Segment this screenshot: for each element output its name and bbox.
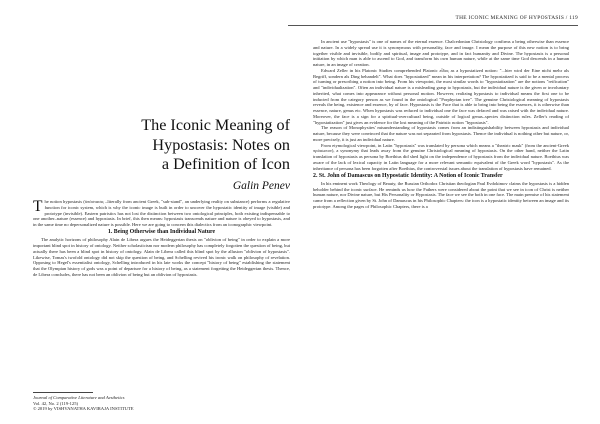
title-line: Hypostasis: Notes on: [152, 135, 290, 154]
running-head: [288, 16, 578, 26]
intro-paragraph: [33, 199, 290, 228]
section-heading-2: 2. St. John of Damascus on Hypostatic Identity: A Notion of Iconic Transfer: [313, 172, 503, 179]
running-head-text: THE ICONIC MEANING OF HYPOSTASIS / 119: [455, 15, 578, 21]
body-paragraph: The reason of Monophysites' misunderstanding of hypostasis comes from an indistinguishability between hypostasis and individual nature, because they were convinced that the nature was not separated from hypostasis. Thence the individual is nothing other but nature, or, more precisely, it is just an individual nature.: [313, 125, 569, 142]
running-head-rule: [288, 25, 578, 26]
journal-volume: Vol. 42, No. 2 (119-125): [33, 400, 79, 406]
body-paragraph: Edward Zeller in his Platonic Studies comprehended Platonic εἶδος as a hypostatized notion: "...hier wird der Eine nicht mehr als Begriff, sondern als Ding behandelt". What does "hypostatized" mean in his interpretation? The hypostatized is said to be a mental process of turning or prescribing a notion into being. From his viewpoint, the most similar words to "hypostatization" are the notions "reification" and "individualization". Often an individual nature is a misleading grasp to hypostasis, but the individual nature is the given or involuntary inherited, what comes into appearance without personal motion. However, realizing hypostasis to individual means the first one to be inducted from the category person as we found in the ontological "Porphyrian tree". The genuine Christological meaning of hypostasis reveals the being, existence and essence, by of face. Hypostasis is the Face that is able to bring into being the essences, it is otherwise than essence, nature, genus etc. When hypostasis was reduced to individual one the face was defaced and was raised with the individual nature. Moreover, the face is a sign for a spiritual-overcultural being, outside of logical genus–species distinction rules. Zeller's reading of "hypostatization" just gives an evidence for the lost meaning of the Patristic notion "hypostasis".: [313, 67, 569, 125]
intro-text: he notion hypostasis (ὑπόστασις –literally from ancient Greek, "sub-stand", an underlying reality on substance) performs a regulative function for iconic system, which is why the iconic image is built in order to uncover the hypostatic identity of image (visible) and prototype (invisible). Eastern patristics has not lost the distinction between two ontological principles, both existing indispensable to one another–nature (essence) and hypostasis. In brief, this then means: hypostasis transcends nature and nature is obeyed to hypostasis, and in the same time no depersonalized nature is possible. Here we are going to concern this dialectics from an iconographic viewpoint.: [33, 199, 290, 227]
copyright-line: © 2019 by VISHVANATHA KAVIRAJA INSTITUTE: [33, 406, 134, 412]
section-heading-1: 1. Being Otherwise than Individual Nature: [107, 229, 216, 236]
drop-cap: T: [33, 198, 43, 215]
body-paragraph: In ancient use "hypostasis" is one of names of the eternal essence. Chalcedonian Christology confirms a being otherwise than essence and nature. In a widely spread use it is synonymous with personality, face and image. I mean the purpose of this new notion is to bring together visible and invisible, bodily and spiritual, image and prototype, and in fact humanity and Divine. The hypostasis is a personal initiation by which man is able to ascend to God, and transform his own human nature, while at the same time God descends in a human nature, in an image of creation.: [313, 39, 569, 67]
left-column: [33, 199, 290, 278]
page-footer: [33, 392, 213, 412]
body-paragraph: From etymological viewpoint, in Latin "hypostasis" was translated by persona which means a "theatric mask" (from the ancient-Greek πρόσωπον), a synonymy that leads away from the genuine Christological meaning of hypostasis. On the other hand, neither the Latin translation of hypostasis as persona by Boethius did shed light on the independence of hypostasis from the individual nature. Boethius was aware of the lack of lexical capacity in Latin language for a more relevant semantic equivalent of the Greek word "hypostasis". As the inheritance of persona has been forgotten after Boethius, the controversial issues about the translation of hypostasis have remained.: [313, 142, 569, 171]
author-name: Galin Penev: [232, 180, 290, 192]
journal-name: Journal of Comparative Literature and Aesthetics: [33, 395, 125, 400]
body-paragraph: The analytic horizons of philosophy Alain de Libera argues the Heideggerian thesis on "oblivion of being" in order to explain a more important blind spot in history of ontology. Neither scholasticism nor modern philosophy has completely forgotten the question of being, but actually there has been a blind spot in history of ontology. Alain de Libera called this blind spot by the allusion "oblivion of hypostasis". Likewise, Tomas's twofold ontology did not skip the question of being, and Schelling revived his ironic walk on philosophy of revelation. Opposing to Hegel's essentialist ontology, Schelling introduced in his late works the concept "history of being" establishing the statement that the Olympian history of gods was a point of departure for a history of being, as a statement forgetting the Heideggerian thesis. Thence, de Libera concludes, there has not been an oblivion of being but an oblivion of hypostasis.: [33, 237, 290, 277]
body-paragraph: In his eminent work Theology of Beauty, the Russian Orthodox Christian theologian Paul Evdokimov claims the hypostasis is a hidden beholder behind the iconic surface. He reminds us how the Fathers were considered about the point that we see in icon of Christ is neither human nature, nor Divine nature, but His Personality or Hypostasis. The face we see the both in one face. The main premise of his statement came from a reflection given by St. John of Damascus in his Philosophic Chapters: the icon is a hypostatic identity between an image and its prototype. Among the pages of Philosophic Chapters, there is a: [313, 180, 569, 209]
article-title: [90, 116, 290, 175]
footer-rule: [33, 392, 93, 393]
title-line: The Iconic Meaning of: [141, 116, 290, 134]
right-column: [313, 39, 569, 210]
title-line: a Definition of Icon: [161, 155, 290, 173]
